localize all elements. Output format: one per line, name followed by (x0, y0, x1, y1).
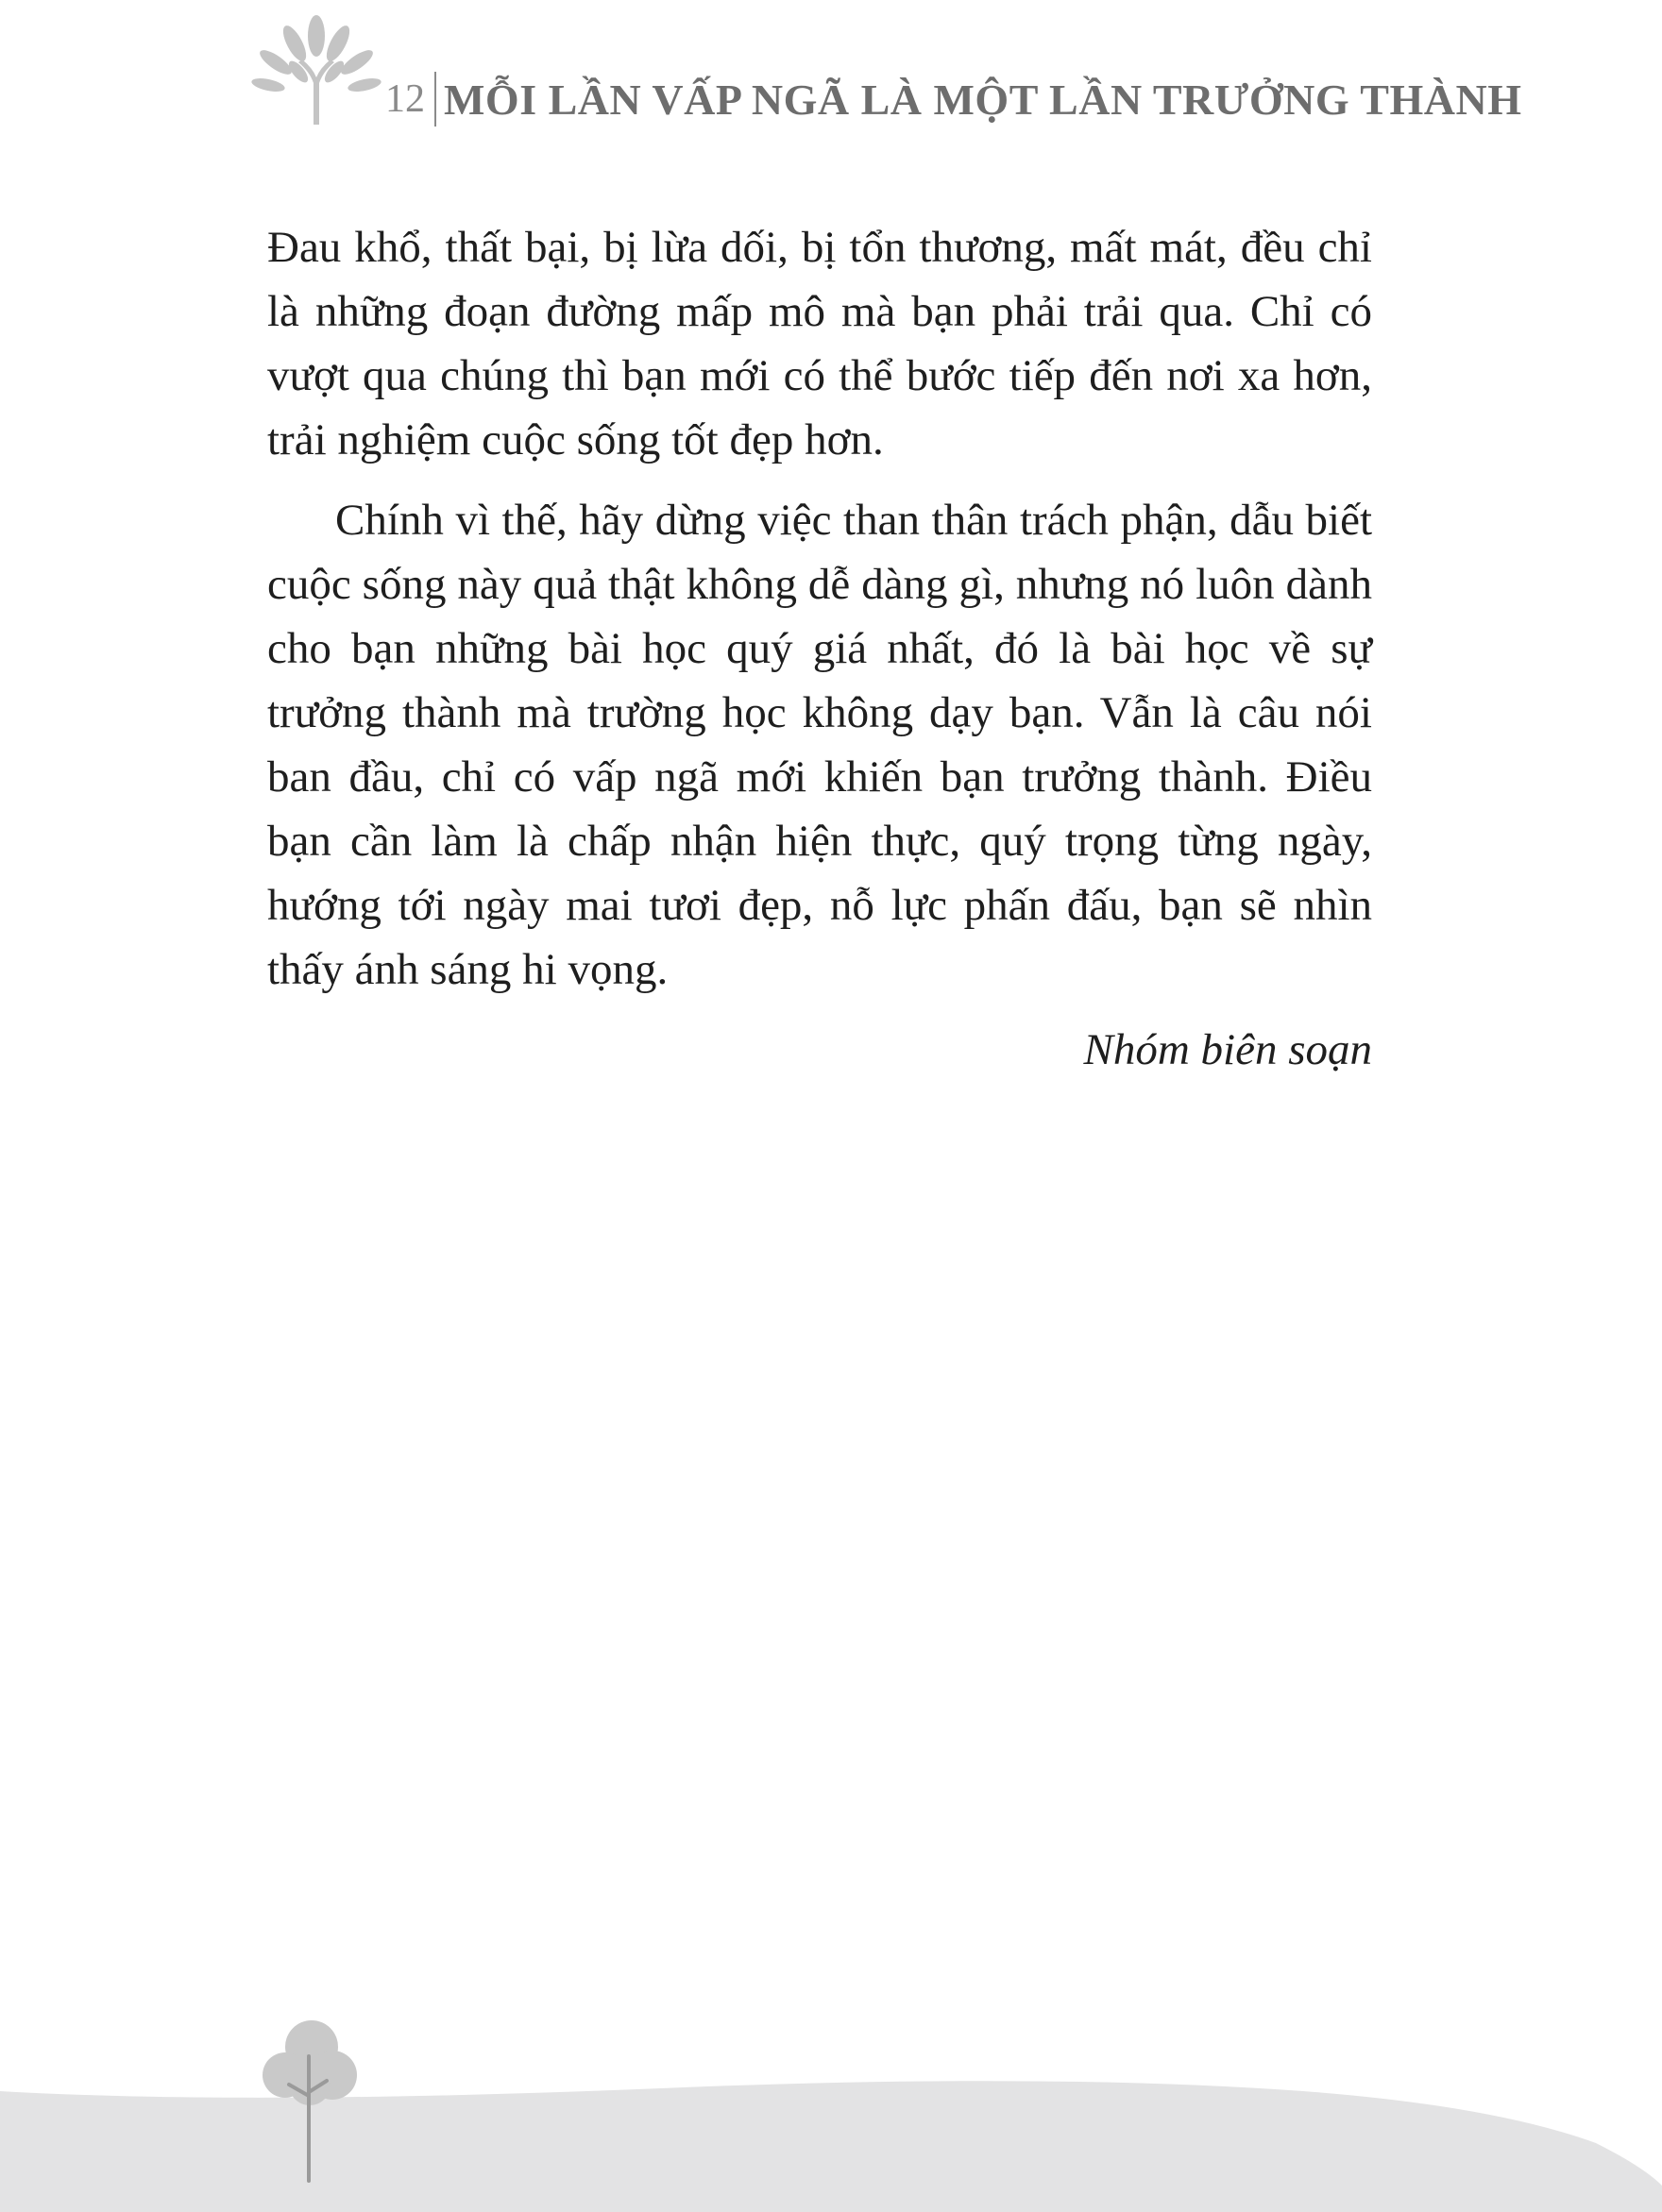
body-text (267, 215, 1372, 1098)
paragraph-1: Đau khổ, thất bại, bị lừa dối, bị tổn thương, mất mát, đều chỉ là những đoạn đường mấp mô mà bạn phải trải qua. Chỉ có vượt qua chúng thì bạn mới có thể bước tiếp đến nơi xa hơn, trải nghiệm cuộc sống tốt đẹp hơn. (267, 223, 1372, 464)
running-head (385, 66, 1522, 132)
footer-hill (0, 2081, 1662, 2212)
signature: Nhóm biên soạn (1083, 1025, 1372, 1074)
page-number: 12 (385, 77, 425, 121)
footer-decoration (0, 2001, 1662, 2212)
header-divider (434, 72, 436, 127)
paragraph-2: Chính vì thế, hãy dừng việc than thân trách phận, dẫu biết cuộc sống này quả thật không dễ dàng gì, nhưng nó luôn dành cho bạn những bài học quý giá nhất, đó là bài học về sự trưởng thành mà trường học không dạy bạn. Vẫn là câu nói ban đầu, chỉ có vấp ngã mới khiến bạn trưởng thành. Điều bạn cần làm là chấp nhận hiện thực, quý trọng từng ngày, hướng tới ngày mai tươi đẹp, nỗ lực phấn đấu, bạn sẽ nhìn thấy ánh sáng hi vọng. (267, 496, 1372, 994)
tree-icon (247, 13, 389, 127)
book-title: MỖI LẦN VẤP NGÃ LÀ MỘT LẦN TRƯỞNG THÀNH (444, 75, 1522, 124)
